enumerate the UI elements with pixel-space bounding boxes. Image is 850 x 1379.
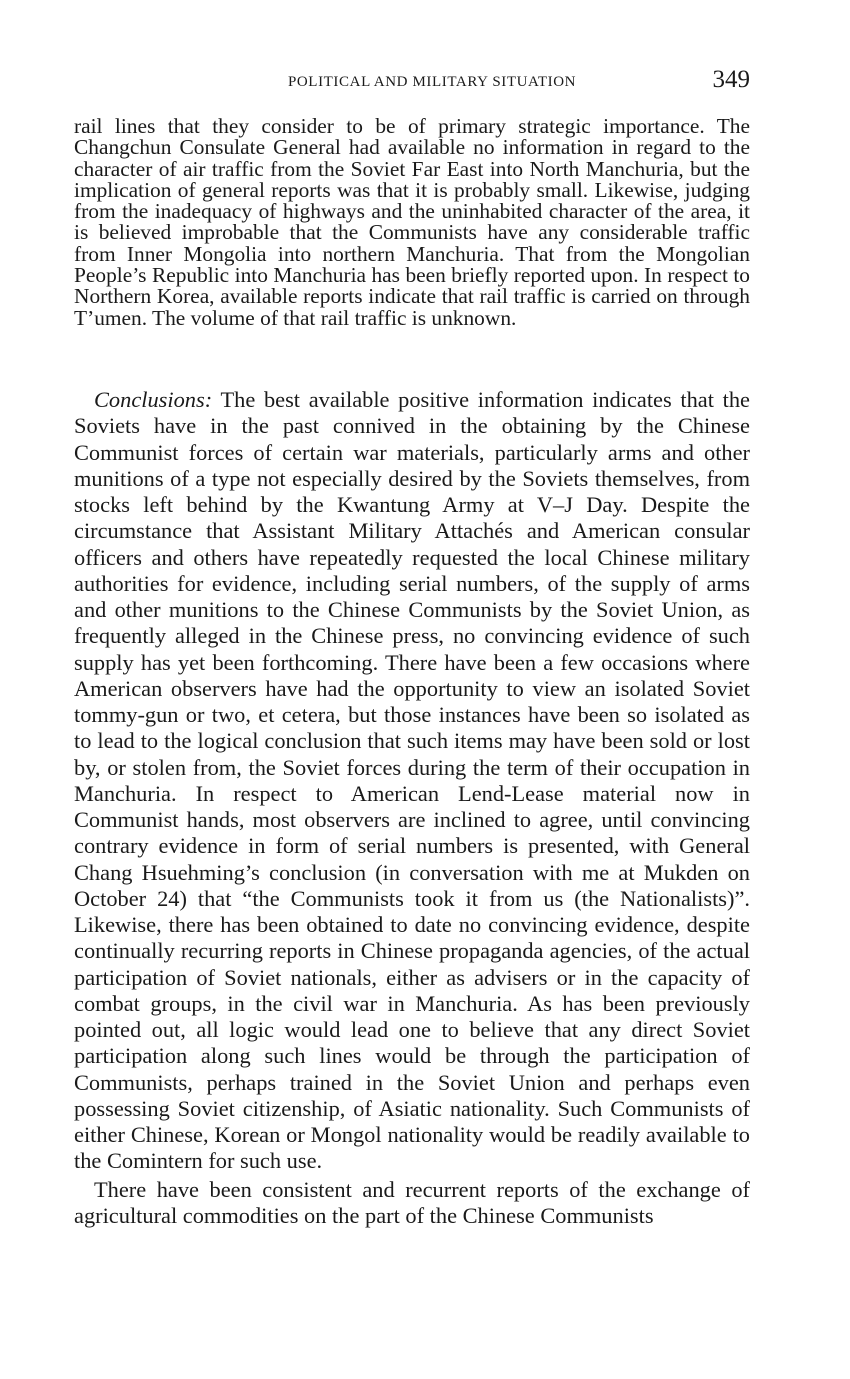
paragraph-conclusions bbox=[74, 387, 750, 1175]
paragraph-agricultural-exchange: There have been consistent and recurrent reports of the exchange of agricultural commodities on the part of the Chinese Communists bbox=[74, 1176, 750, 1228]
page-number: 349 bbox=[712, 66, 750, 93]
conclusions-lead-in: Conclusions: bbox=[94, 387, 213, 412]
body-text bbox=[74, 387, 750, 1229]
page-header bbox=[74, 66, 750, 100]
running-head: POLITICAL AND MILITARY SITUATION bbox=[287, 74, 577, 90]
conclusions-body: The best available positive information indicates that the Soviets have in the past connived in the obtaining by the Chinese Communist forces of certain war materials, particularly arms and other munitions of a type not especially desired by the Soviets themselves, from stocks left behind by the Kwantung Army at V–J Day. Despite the circumstance that Assistant Military Attachés and American consular officers and others have repeatedly requested the local Chinese military authorities for evidence, including serial numbers, of the supply of arms and other munitions to the Chinese Communists by the Soviet Union, as frequently alleged in the Chinese press, no convincing evidence of such supply has yet been forthcoming. There have been a few occasions where American observers have had the opportunity to view an isolated Soviet tommy-gun or two, et cetera, but those instances have been so isolated as to lead to the logical conclusion that such items may have been sold or lost by, or stolen from, the Soviet forces during the term of their occupation in Manchuria. In respect to American Lend-Lease material now in Communist hands, most observers are inclined to agree, until convincing contrary evidence in form of serial numbers is presented, with General Chang Hsuehming’s conclusion (in conversation with me at Mukden on October 24) that “the Communists took it from us (the Nationalists)”. Likewise, there has been obtained to date no convincing evidence, despite continually recurring reports in Chinese propaganda agencies, of the actual participation of Soviet nationals, either as advisers or in the capacity of combat groups, in the civil war in Manchuria. As has been previously pointed out, all logic would lead one to believe that any direct Soviet participation along such lines would be through the participation of Communists, perhaps trained in the Soviet Union and perhaps even possessing Soviet citizenship, of Asiatic nationality. Such Communists of either Chinese, Korean or Mongol nationality would be readily available to the Comintern for such use. bbox=[74, 387, 750, 1174]
body-text-small-type bbox=[74, 116, 750, 329]
paragraph-rail-traffic: rail lines that they consider to be of primary strategic importance. The Changchun Consulate General had available no information in regard to the character of air traffic from the Soviet Far East into North Manchuria, but the implication of general reports was that it is probably small. Likewise, judging from the inadequacy of highways and the uninhabited character of the area, it is believed improbable that the Communists have any considerable traffic from Inner Mongolia into northern Manchuria. That from the Mongolian People’s Republic into Manchuria has been briefly reported upon. In respect to Northern Korea, available reports indicate that rail traffic is carried on through T’umen. The volume of that rail traffic is unknown. bbox=[74, 114, 750, 330]
